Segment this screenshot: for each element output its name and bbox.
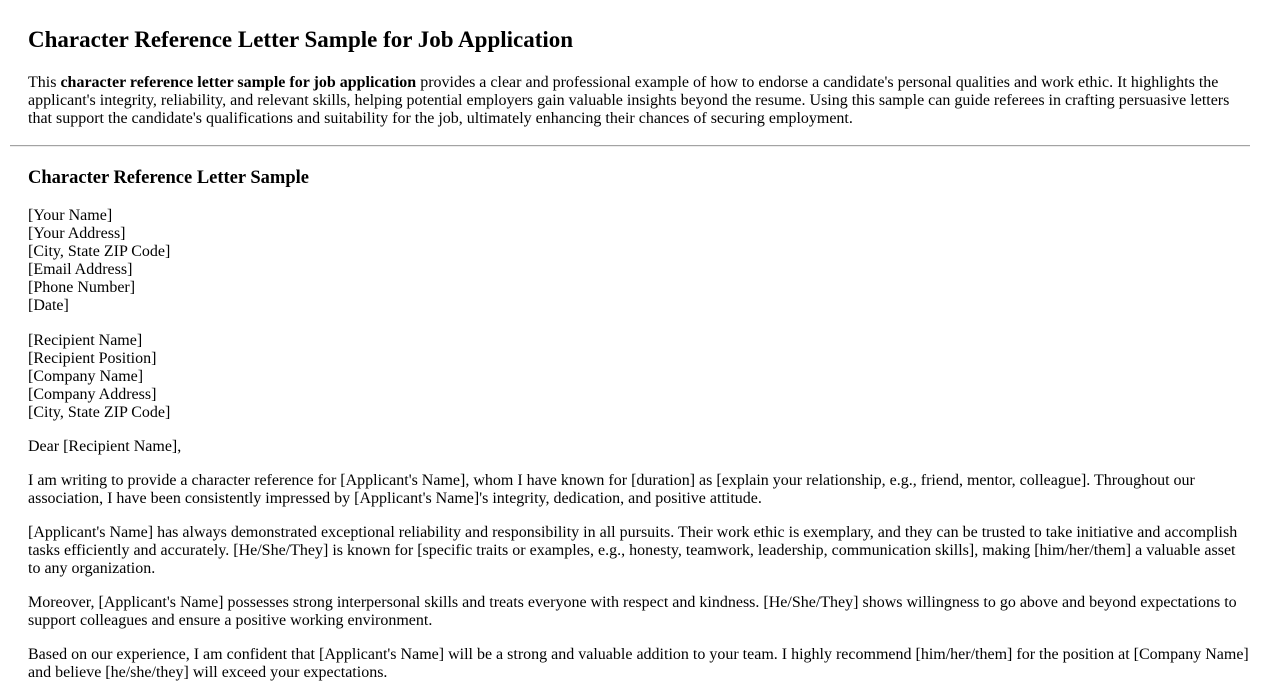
- recipient-position-line: [Recipient Position]: [28, 350, 157, 368]
- sender-address-block: [28, 207, 1250, 315]
- section-heading: Character Reference Letter Sample: [28, 168, 309, 189]
- horizontal-divider: [10, 145, 1250, 147]
- intro-paragraph: [28, 74, 1250, 128]
- company-name-line: [Company Name]: [28, 368, 144, 386]
- letter-paragraph-1: I am writing to provide a character reference for [Applicant's Name], whom I have known for [duration] as [explain your relationship, e.g., friend, mentor, colleague]. Throughout our association, I have been consistently impressed by [Applicant's Name]'s integrity, dedication, and positive attitude.: [28, 472, 1195, 508]
- intro-rest-text: provides a clear and professional example of how to endorse a candidate's personal qualities and work ethic. It highlights the applicant's integrity, reliability, and relevant skills, helping potential employers gain valuable insights beyond the resume. Using this sample can guide referees in crafting persuasive letters that support the candidate's qualifications and suitability for the job, ultimately enhancing their chances of securing employment.: [28, 74, 1230, 128]
- sender-email-line: [Email Address]: [28, 261, 133, 279]
- document-page: [0, 27, 1278, 682]
- sender-city-line: [City, State ZIP Code]: [28, 243, 171, 261]
- sender-date-line: [Date]: [28, 297, 69, 315]
- recipient-name-line: [Recipient Name]: [28, 332, 143, 350]
- intro-bold-keyphrase: character reference letter sample for job application: [60, 74, 417, 92]
- recipient-address-block: [28, 332, 1250, 422]
- letter-paragraph-4: Based on our experience, I am confident that [Applicant's Name] will be a strong and valuable addition to your team. I highly recommend [him/her/them] for the position at [Company Name] and believe [he/she/they] will exceed your expectations.: [28, 646, 1249, 682]
- page-title: Character Reference Letter Sample for Job Application: [28, 27, 574, 52]
- company-address-line: [Company Address]: [28, 386, 157, 404]
- company-city-line: [City, State ZIP Code]: [28, 404, 171, 422]
- salutation-line: Dear [Recipient Name],: [28, 438, 182, 456]
- sender-name-line: [Your Name]: [28, 207, 113, 225]
- sender-phone-line: [Phone Number]: [28, 279, 136, 297]
- sender-address-line: [Your Address]: [28, 225, 126, 243]
- letter-paragraph-3: Moreover, [Applicant's Name] possesses strong interpersonal skills and treats everyone with respect and kindness. [He/She/They] shows willingness to go above and beyond expectations to support colleagues and ensure a positive working environment.: [28, 594, 1237, 630]
- letter-paragraph-2: [Applicant's Name] has always demonstrated exceptional reliability and responsibility in all pursuits. Their work ethic is exemplary, and they can be trusted to take initiative and accomplish tasks efficiently and accurately. [He/She/They] is known for [specific traits or examples, e.g., honesty, teamwork, leadership, communication skills], making [him/her/them] a valuable asset to any organization.: [28, 524, 1238, 578]
- intro-lead-text: This: [28, 74, 61, 92]
